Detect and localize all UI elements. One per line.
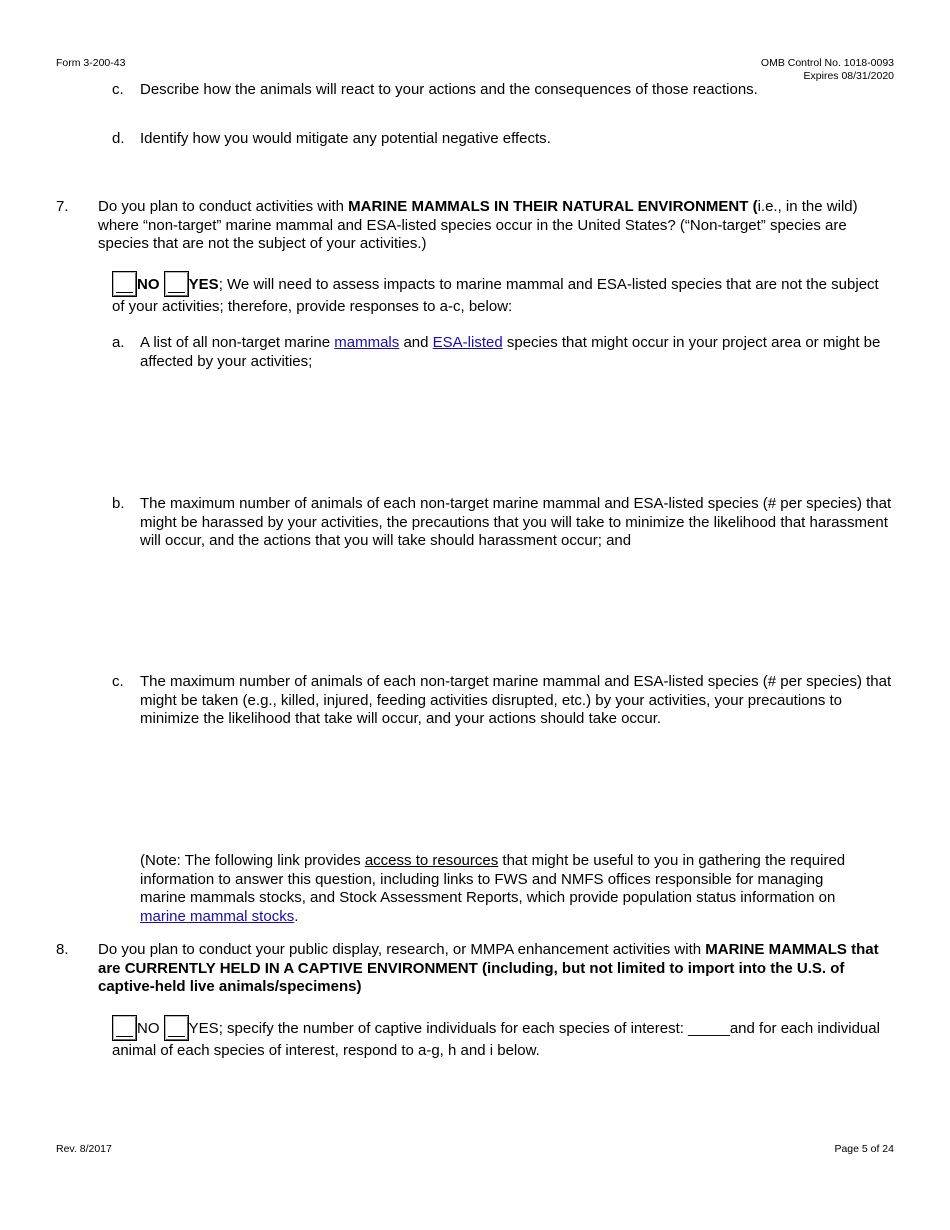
q7-yes-checkbox[interactable] <box>164 271 189 297</box>
prev-item-d-marker: d. <box>112 130 125 147</box>
prev-item-c-marker: c. <box>112 81 124 98</box>
marine-mammal-stocks-link[interactable]: marine mammal stocks <box>140 907 295 925</box>
prev-item-c-text: Describe how the animals will react to your actions and the consequences of those reactions. <box>140 81 758 98</box>
question-7-text: Do you plan to conduct activities with MARINE MAMMALS IN THEIR NATURAL ENVIRONMENT (i.e., in the wild) where “non-target” marine mammal and ESA-listed species occur in the United States? (“Non-target” species are species that are not the subject of your activities.) <box>98 198 858 252</box>
q8-no-label: NO <box>137 1020 160 1037</box>
esa-listed-link[interactable]: ESA-listed <box>432 334 503 351</box>
access-to-resources-link[interactable]: access to resources <box>364 852 499 869</box>
revision-date: Rev. 8/2017 <box>56 1143 112 1155</box>
q7a-marker: a. <box>112 334 125 351</box>
prev-item-d-text: Identify how you would mitigate any potential negative effects. <box>140 130 551 147</box>
mammals-link[interactable]: mammals <box>334 334 400 351</box>
omb-control-block <box>594 57 894 83</box>
q8-no-checkbox[interactable] <box>112 1015 137 1041</box>
question-7-answer: NO YES; We will need to assess impacts to marine mammal and ESA-listed species that are not the subject of your activities; therefore, provide responses to a-c, below: <box>112 271 892 316</box>
q7c-marker: c. <box>112 673 124 690</box>
question-8-answer: NO YES; specify the number of captive individuals for each species of interest: _____and for each individual animal of each species of interest, respond to a-g, h and i below. <box>112 1015 892 1060</box>
q7-no-label: NO <box>137 276 160 293</box>
form-number: Form 3-200-43 <box>56 57 126 69</box>
q8-yes-label: YES <box>188 1020 219 1037</box>
omb-control-number: OMB Control No. 1018-0093 <box>760 57 894 69</box>
question-8-number: 8. <box>56 941 69 958</box>
q7b-text: The maximum number of animals of each non-target marine mammal and ESA-listed species (# per species) that might be harassed by your activities, the precautions that you will take to minimize the likelihood that harassment will occur, and the actions that you will take should harassment occur; and <box>140 495 892 549</box>
expiration-date: Expires 08/31/2020 <box>803 70 894 82</box>
q7b-marker: b. <box>112 495 125 512</box>
q7-yes-label: YES <box>188 276 219 293</box>
page-number: Page 5 of 24 <box>834 1143 894 1155</box>
q7-note: (Note: The following link provides access to resources that might be useful to you in gathering the required information to answer this question, including links to FWS and NMFS offices responsible for managing marine mammals stocks, and Stock Assessment Reports, which provide population status information on marine mammal stocks. <box>140 852 846 925</box>
q7-no-checkbox[interactable] <box>112 271 137 297</box>
q8-yes-checkbox[interactable] <box>164 1015 189 1041</box>
question-7-number: 7. <box>56 198 69 215</box>
question-8-text: Do you plan to conduct your public display, research, or MMPA enhancement activities with MARINE MAMMALS that are CURRENTLY HELD IN A CAPTIVE ENVIRONMENT (including, but not limited to import into the U.S. of captive-held live animals/specimens) <box>98 941 879 995</box>
captive-count-blank[interactable]: _____ <box>688 1020 730 1037</box>
q7a-text: A list of all non-target marine mammals and ESA-listed species that might occur in your project area or might be affected by your activities; <box>140 334 881 370</box>
q7c-text: The maximum number of animals of each non-target marine mammal and ESA-listed species (# per species) that might be taken (e.g., killed, injured, feeding activities disrupted, etc.) by your activities, your precautions to minimize the likelihood that take will occur, and your actions should take occur. <box>140 673 892 727</box>
